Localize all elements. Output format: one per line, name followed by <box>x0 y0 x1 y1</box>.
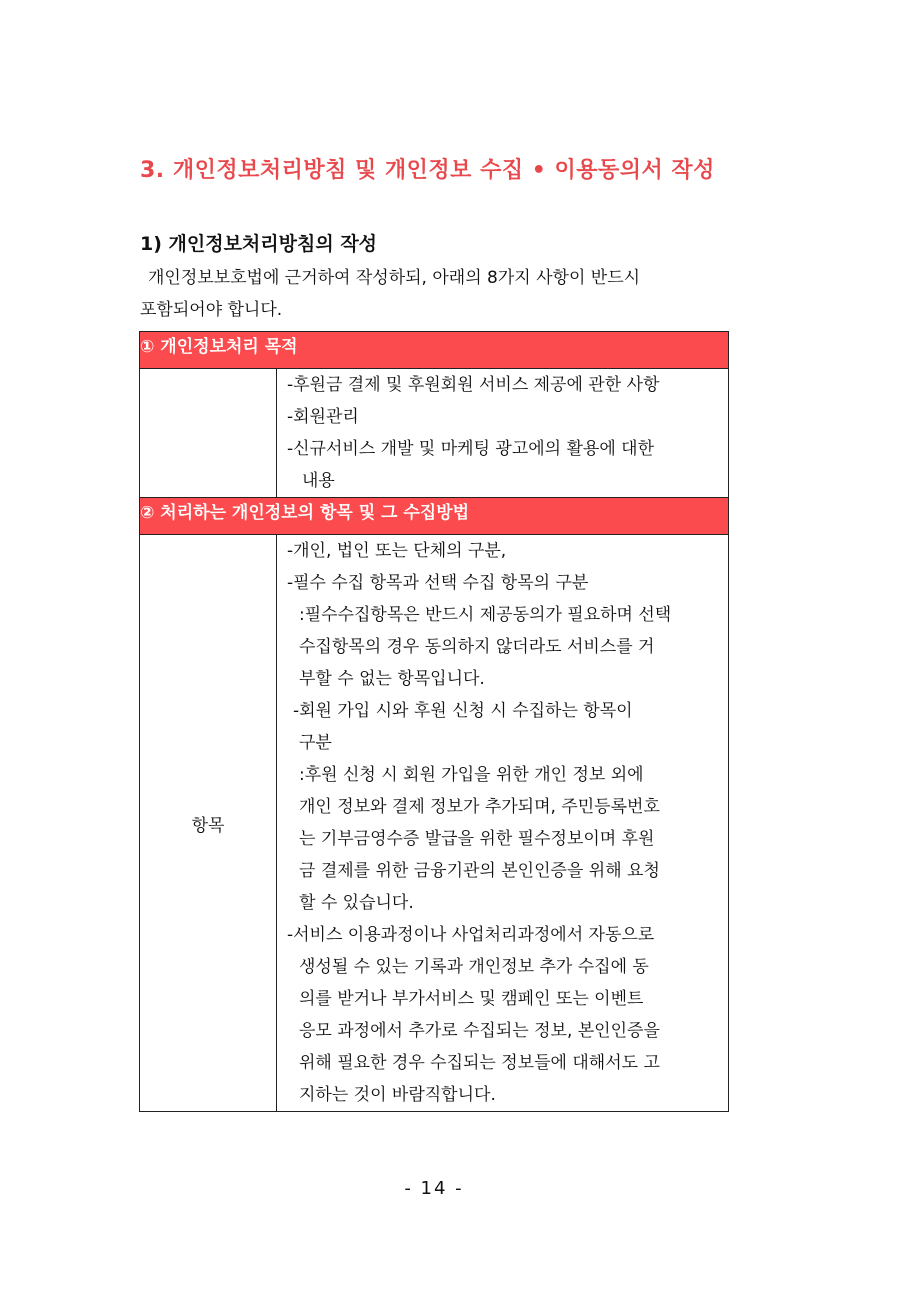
table-row <box>140 369 729 498</box>
content-line: 위해 필요한 경우 수집되는 정보들에 대해서도 고 <box>299 1053 660 1073</box>
content-line: 응모 과정에서 추가로 수집되는 정보, 본인인증을 <box>299 1021 660 1041</box>
table-header-row <box>140 498 729 535</box>
content-line: -후원금 결제 및 후원회원 서비스 제공에 관한 사항 <box>287 375 660 395</box>
table-header-row <box>140 332 729 369</box>
sub-title: 1) 개인정보처리방침의 작성 <box>140 233 378 255</box>
intro-line: 개인정보보호법에 근거하여 작성하되, 아래의 8가지 사항이 반드시 <box>148 268 641 288</box>
content-line: -신규서비스 개발 및 마케팅 광고에의 활용에 대한 <box>287 439 654 459</box>
content-line: 부할 수 없는 항목입니다. <box>299 669 485 689</box>
content-line: -회원관리 <box>287 407 359 427</box>
content-line: -개인, 법인 또는 단체의 구분, <box>287 541 507 561</box>
content-line: 내용 <box>302 471 335 491</box>
content-line: :필수수집항목은 반드시 제공동의가 필요하며 선택 <box>299 605 672 625</box>
content-line: -서비스 이용과정이나 사업처리과정에서 자동으로 <box>287 925 655 945</box>
items-header: ② 처리하는 개인정보의 항목 및 그 수집방법 <box>140 498 729 535</box>
table-row <box>140 535 729 1112</box>
items-content-cell <box>277 535 729 1112</box>
purpose-header: ① 개인정보처리 목적 <box>140 332 729 369</box>
content-line: 생성될 수 있는 기록과 개인정보 추가 수집에 동 <box>299 957 649 977</box>
content-line: 는 기부금영수증 발급을 위한 필수정보이며 후원 <box>299 829 655 849</box>
content-line: 의를 받거나 부가서비스 및 캠페인 또는 이벤트 <box>299 989 644 1009</box>
content-line: 수집항목의 경우 동의하지 않더라도 서비스를 거 <box>299 637 655 657</box>
content-line: 구분 <box>299 733 332 753</box>
content-line: -필수 수집 항목과 선택 수집 항목의 구분 <box>287 573 589 593</box>
content-line: 금 결제를 위한 금융기관의 본인인증을 위해 요청 <box>299 861 660 881</box>
page-number: - 14 - <box>404 1178 464 1199</box>
purpose-content-cell <box>277 369 729 498</box>
content-line: -회원 가입 시와 후원 신청 시 수집하는 항목이 <box>293 701 633 721</box>
section-title: 3. 개인정보처리방침 및 개인정보 수집 • 이용동의서 작성 <box>140 158 715 183</box>
content-line: 지하는 것이 바람직합니다. <box>299 1085 496 1105</box>
intro-paragraph <box>140 262 730 326</box>
content-line: :후원 신청 시 회원 가입을 위한 개인 정보 외에 <box>299 765 644 785</box>
intro-line: 포함되어야 합니다. <box>140 300 283 320</box>
content-line: 개인 정보와 결제 정보가 추가되며, 주민등록번호 <box>299 797 660 817</box>
items-label-cell: 항목 <box>140 535 277 1112</box>
content-line: 할 수 있습니다. <box>299 893 414 913</box>
privacy-policy-table <box>139 331 729 1112</box>
purpose-label-cell <box>140 369 277 498</box>
